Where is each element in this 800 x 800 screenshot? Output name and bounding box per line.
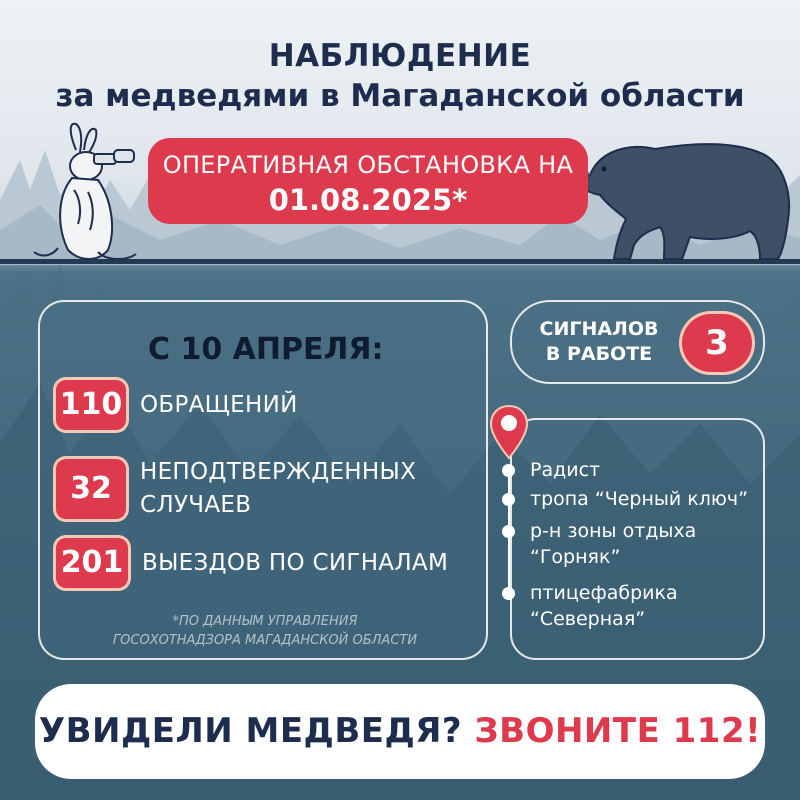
cta-emergency-number: ЗВОНИТЕ 112! <box>474 711 762 751</box>
place-item <box>502 486 748 512</box>
status-date: 01.08.2025* <box>268 183 468 217</box>
stat-label: ВЫЕЗДОВ ПО СИГНАЛАМ <box>142 549 449 576</box>
bullet-dot <box>502 525 515 538</box>
source-note <box>40 612 490 650</box>
stat-label: ОБРАЩЕНИЙ <box>140 391 298 418</box>
bear-with-fish-icon <box>560 135 795 263</box>
status-label: ОПЕРАТИВНАЯ ОБСТАНОВКА НА <box>162 151 574 179</box>
signals-count-badge: 3 <box>682 314 752 372</box>
place-name: Радист <box>530 459 601 481</box>
stats-panel <box>38 300 488 660</box>
stat-value-badge: 201 <box>56 538 128 588</box>
place-item <box>502 580 678 632</box>
hare-with-binoculars-icon <box>28 120 148 265</box>
source-note-line: ГОСОХОТНАДЗОРА МАГАДАНСКОЙ ОБЛАСТИ <box>112 633 418 648</box>
stat-row-appeals <box>56 380 298 430</box>
stat-label-line: СЛУЧАЕВ <box>140 492 252 518</box>
place-name: тропа “Черный ключ” <box>530 488 748 510</box>
stat-label-line: НЕПОДТВЕРЖДЕННЫХ <box>140 459 417 485</box>
place-name-line: птицефабрика <box>530 582 678 604</box>
bullet-dot <box>502 493 515 506</box>
page-title: НАБЛЮДЕНИЕ <box>268 38 532 74</box>
status-date-box <box>148 138 588 224</box>
stat-label <box>140 456 416 522</box>
place-name <box>530 518 696 570</box>
signals-box <box>510 300 765 384</box>
place-name-line: “Горняк” <box>530 546 621 568</box>
call-to-action-banner <box>35 684 765 779</box>
stat-value-badge: 32 <box>56 459 126 519</box>
source-note-line: *ПО ДАННЫМ УПРАВЛЕНИЯ <box>172 614 358 629</box>
place-name-line: р-н зоны отдыха <box>530 520 697 542</box>
bullet-dot <box>502 464 515 477</box>
place-name <box>530 580 678 632</box>
place-item <box>502 457 600 483</box>
page-subtitle: за медведями в Магаданской области <box>55 78 745 114</box>
signals-label-line: СИГНАЛОВ <box>539 318 659 340</box>
map-pin-icon <box>488 404 530 462</box>
signals-label-line: В РАБОТЕ <box>545 343 653 365</box>
stat-row-departures <box>56 538 448 588</box>
signals-label <box>539 317 659 367</box>
place-item <box>502 518 696 570</box>
cta-question: УВИДЕЛИ МЕДВЕДЯ? <box>38 711 463 751</box>
stats-heading: С 10 АПРЕЛЯ: <box>148 332 384 367</box>
place-name-line: “Северная” <box>530 608 646 630</box>
stat-value-badge: 110 <box>56 380 126 430</box>
bullet-dot <box>502 587 515 600</box>
stat-row-unconfirmed <box>56 456 416 522</box>
